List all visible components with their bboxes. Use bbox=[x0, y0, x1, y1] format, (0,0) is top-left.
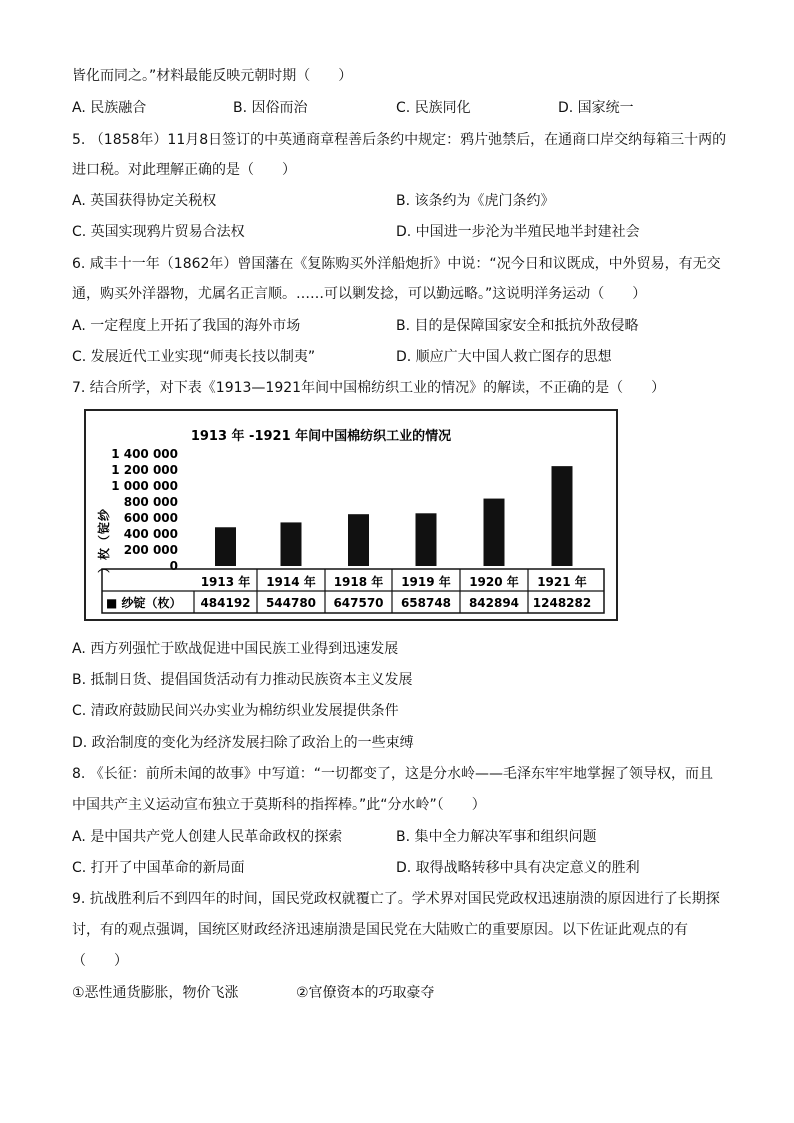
q6-stem-line2: 通，购买外洋器物，尤属名正言顺。……可以剿发捻，可以勤远略。”这说明洋务运动（ ） bbox=[72, 286, 647, 302]
y-axis-label-char: 枚 bbox=[97, 547, 111, 561]
y-tick-label: 0 bbox=[169, 559, 178, 573]
data-value-label: 647570 bbox=[333, 596, 384, 610]
x-category-label: 1918 年 bbox=[333, 575, 384, 589]
q4-stem-tail: 皆化而同之。”材料最能反映元朝时期（ ） bbox=[72, 68, 353, 84]
x-category-label: 1913 年 bbox=[200, 575, 251, 589]
q7-option-c[interactable]: C. 清政府鼓励民间兴办实业为棉纺织业发展提供条件 bbox=[72, 703, 399, 719]
x-category-label: 1920 年 bbox=[469, 575, 519, 589]
y-tick-label: 1 200 000 bbox=[111, 463, 178, 477]
q4-option-d[interactable]: D. 国家统一 bbox=[558, 100, 634, 116]
bar-6 bbox=[552, 466, 573, 566]
q8-option-c[interactable]: C. 打开了中国革命的新局面 bbox=[72, 860, 245, 876]
q9-item-1: ①恶性通货膨胀，物价飞涨 bbox=[72, 985, 239, 1001]
data-value-label: 842894 bbox=[468, 596, 520, 610]
bar-1 bbox=[215, 527, 236, 566]
q6-option-d[interactable]: D. 顺应广大中国人救亡图存的思想 bbox=[396, 349, 612, 365]
q9-stem-line1: 9. 抗战胜利后不到四年的时间，国民党政权就覆亡了。学术界对国民党政权迅速崩溃的原因进行了长期探 bbox=[72, 891, 720, 907]
q4-option-b[interactable]: B. 因俗而治 bbox=[233, 100, 308, 116]
x-category-label: 1921 年 bbox=[537, 575, 587, 589]
data-value-label: 484192 bbox=[200, 596, 251, 610]
q6-option-b[interactable]: B. 目的是保障国家安全和抵抗外敌侵略 bbox=[396, 318, 639, 334]
y-axis-label-char: （ bbox=[97, 534, 111, 548]
q6-stem-line1: 6. 咸丰十一年（1862年）曾国藩在《复陈购买外洋船炮折》中说：“况今日和议既成，中外贸易，有无交 bbox=[72, 256, 721, 272]
q4-option-c[interactable]: C. 民族同化 bbox=[396, 100, 471, 116]
series-legend-label: ■ 纱锭（枚） bbox=[106, 596, 182, 610]
bar-5 bbox=[484, 499, 505, 566]
y-axis-label-char: 锭 bbox=[97, 521, 111, 535]
y-tick-label: 1 400 000 bbox=[111, 447, 178, 461]
q4-option-a[interactable]: A. 民族融合 bbox=[72, 100, 147, 116]
y-tick-label: 600 000 bbox=[123, 511, 178, 525]
q7-option-a[interactable]: A. 西方列强忙于欧战促进中国民族工业得到迅速发展 bbox=[72, 641, 399, 657]
q5-option-c[interactable]: C. 英国实现鸦片贸易合法权 bbox=[72, 224, 245, 240]
q8-stem-line2: 中国共产主义运动宣布独立于莫斯科的指挥棒。”此“分水岭”（ ） bbox=[72, 797, 486, 813]
q7-stem: 7. 结合所学，对下表《1913—1921年间中国棉纺织工业的情况》的解读，不正确的是（ ） bbox=[72, 380, 666, 396]
q9-stem-line3: （ ） bbox=[72, 953, 128, 969]
x-category-label: 1919 年 bbox=[401, 575, 451, 589]
q6-option-a[interactable]: A. 一定程度上开拓了我国的海外市场 bbox=[72, 318, 301, 334]
q7-option-d[interactable]: D. 政治制度的变化为经济发展扫除了政治上的一些束缚 bbox=[72, 735, 414, 751]
q9-stem-line2: 讨，有的观点强调，国统区财政经济迅速崩溃是国民党在大陆败亡的重要原因。以下佐证此观点的有 bbox=[72, 922, 688, 938]
q5-option-b[interactable]: B. 该条约为《虎门条约》 bbox=[396, 193, 555, 209]
chart-canvas bbox=[86, 411, 616, 619]
cotton-spindle-chart bbox=[84, 409, 618, 621]
q5-stem-line1: 5. （1858年）11月8日签订的中英通商章程善后条约中规定：鸦片弛禁后，在通商口岸交纳每箱三十两的 bbox=[72, 132, 727, 148]
data-value-label: 658748 bbox=[400, 596, 452, 610]
q5-option-a[interactable]: A. 英国获得协定关税权 bbox=[72, 193, 217, 209]
x-category-label: 1914 年 bbox=[266, 575, 316, 589]
y-tick-label: 1 000 000 bbox=[111, 479, 178, 493]
q5-option-d[interactable]: D. 中国进一步沦为半殖民地半封建社会 bbox=[396, 224, 640, 240]
y-tick-label: 400 000 bbox=[123, 527, 178, 541]
y-axis-label-char: 纱 bbox=[97, 508, 111, 522]
q5-stem-line2: 进口税。对此理解正确的是（ ） bbox=[72, 162, 296, 178]
q6-option-c[interactable]: C. 发展近代工业实现“师夷长技以制夷” bbox=[72, 349, 316, 365]
y-tick-label: 800 000 bbox=[123, 495, 178, 509]
q8-option-a[interactable]: A. 是中国共产党人创建人民革命政权的探索 bbox=[72, 829, 343, 845]
q7-option-b[interactable]: B. 抵制日货、提倡国货活动有力推动民族资本主义发展 bbox=[72, 672, 413, 688]
q8-stem-line1: 8. 《长征：前所未闻的故事》中写道：“一切都变了，这是分水岭——毛泽东牢牢地掌握了领导权，而且 bbox=[72, 766, 714, 782]
bar-4 bbox=[416, 513, 437, 566]
y-tick-label: 200 000 bbox=[123, 543, 178, 557]
bar-2 bbox=[281, 522, 302, 566]
q8-option-b[interactable]: B. 集中全力解决军事和组织问题 bbox=[396, 829, 597, 845]
bar-3 bbox=[348, 514, 369, 566]
data-value-label: 544780 bbox=[265, 596, 317, 610]
q9-item-2: ②官僚资本的巧取豪夺 bbox=[296, 985, 435, 1001]
y-axis-label-char: ） bbox=[97, 560, 111, 574]
chart-title: 1913 年 -1921 年间中国棉纺织工业的情况 bbox=[190, 429, 452, 444]
q8-option-d[interactable]: D. 取得战略转移中具有决定意义的胜利 bbox=[396, 860, 640, 876]
data-value-label: 1248282 bbox=[532, 596, 592, 610]
